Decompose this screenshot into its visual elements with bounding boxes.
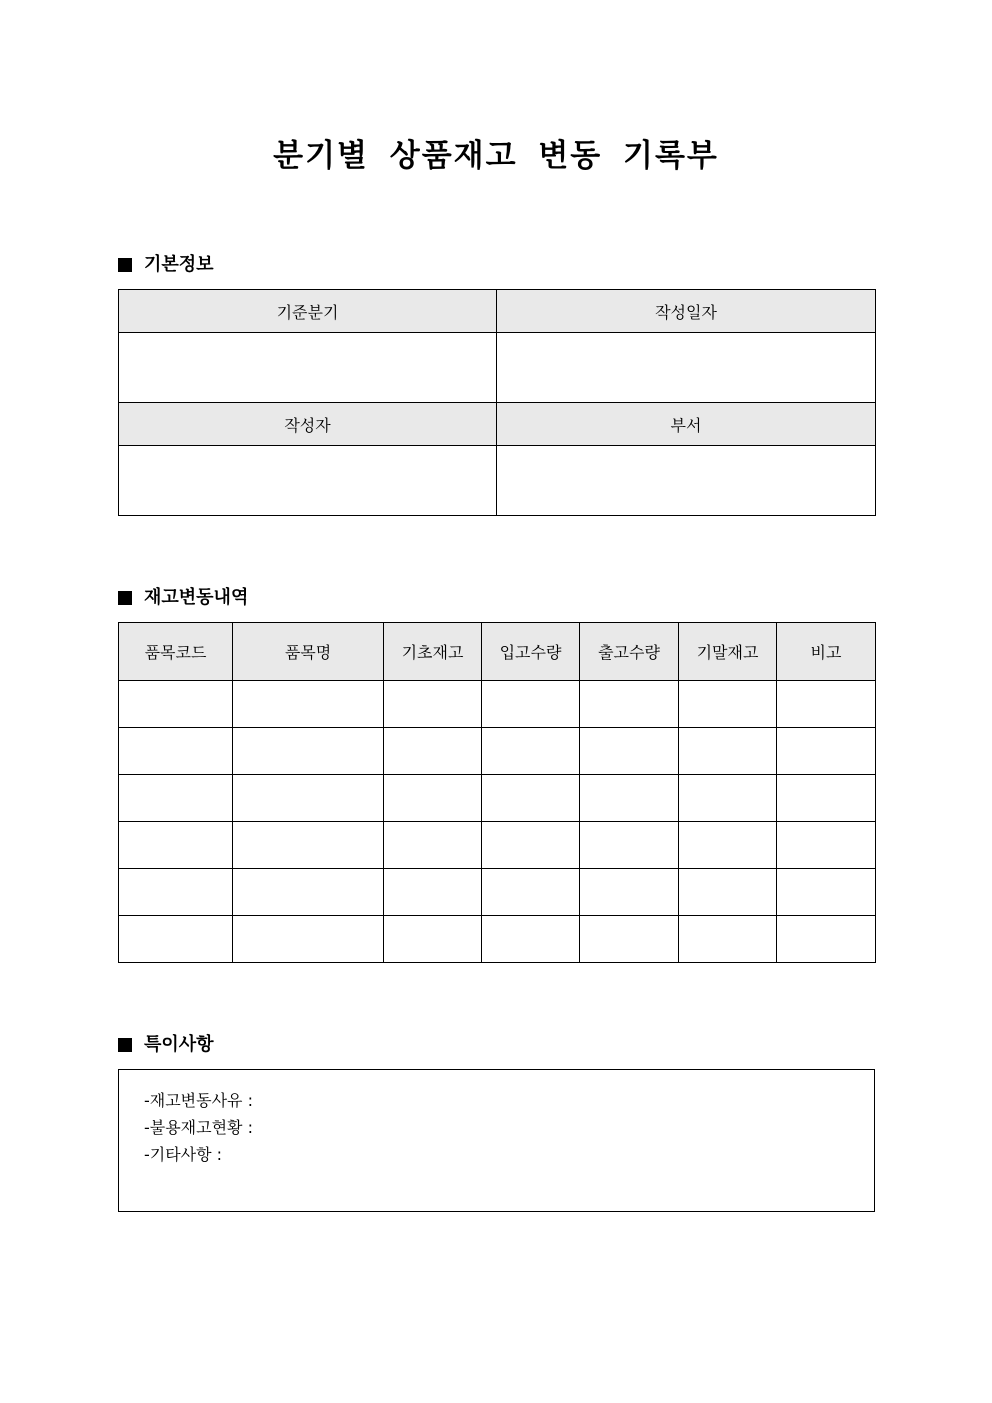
date-field[interactable]: [497, 333, 876, 403]
inventory-heading: [118, 586, 248, 610]
department-field[interactable]: [497, 446, 876, 516]
table-cell[interactable]: [679, 775, 777, 822]
table-cell[interactable]: [384, 681, 482, 728]
table-row: [119, 822, 876, 869]
inventory-heading-label: 재고변동내역: [144, 587, 249, 608]
inventory-header-row: [119, 623, 876, 681]
table-cell[interactable]: [384, 916, 482, 963]
table-row: [119, 916, 876, 963]
table-cell[interactable]: [119, 822, 233, 869]
column-header-item-name: 품목명: [233, 623, 384, 681]
table-cell[interactable]: [580, 681, 679, 728]
basic-info-heading-label: 기본정보: [144, 254, 214, 275]
basic-info-table: [118, 289, 876, 516]
table-row: [119, 728, 876, 775]
table-cell[interactable]: [119, 681, 233, 728]
table-row: [119, 775, 876, 822]
table-cell[interactable]: [482, 869, 580, 916]
column-header-received-qty: 입고수량: [482, 623, 580, 681]
notes-heading: [118, 1033, 214, 1057]
table-cell[interactable]: [777, 869, 876, 916]
table-cell[interactable]: [119, 916, 233, 963]
table-cell[interactable]: [679, 869, 777, 916]
square-bullet-icon: [118, 258, 132, 272]
table-row: [119, 681, 876, 728]
table-cell[interactable]: [580, 869, 679, 916]
table-cell[interactable]: [233, 681, 384, 728]
department-label: 부서: [497, 403, 876, 446]
column-header-item-code: 품목코드: [119, 623, 233, 681]
inventory-table: [118, 622, 876, 963]
quarter-label: 기준분기: [119, 290, 497, 333]
quarter-field[interactable]: [119, 333, 497, 403]
column-header-opening-stock: 기초재고: [384, 623, 482, 681]
table-cell[interactable]: [482, 728, 580, 775]
table-cell[interactable]: [119, 869, 233, 916]
table-cell[interactable]: [777, 822, 876, 869]
table-cell[interactable]: [482, 822, 580, 869]
column-header-remarks: 비고: [777, 623, 876, 681]
table-cell[interactable]: [482, 775, 580, 822]
table-cell[interactable]: [384, 775, 482, 822]
square-bullet-icon: [118, 1038, 132, 1052]
notes-heading-label: 특이사항: [144, 1034, 214, 1055]
notes-box[interactable]: [118, 1069, 875, 1212]
table-cell[interactable]: [777, 775, 876, 822]
table-cell[interactable]: [384, 869, 482, 916]
basic-info-heading: [118, 253, 214, 277]
author-label: 작성자: [119, 403, 497, 446]
table-cell[interactable]: [580, 916, 679, 963]
table-cell[interactable]: [119, 728, 233, 775]
table-cell[interactable]: [777, 681, 876, 728]
table-cell[interactable]: [580, 728, 679, 775]
table-cell[interactable]: [580, 822, 679, 869]
table-cell[interactable]: [233, 822, 384, 869]
note-other: -기타사항 :: [144, 1145, 223, 1164]
table-cell[interactable]: [580, 775, 679, 822]
table-cell[interactable]: [233, 728, 384, 775]
table-cell[interactable]: [233, 916, 384, 963]
table-cell[interactable]: [384, 728, 482, 775]
table-row: [119, 869, 876, 916]
note-change-reason: -재고변동사유 :: [144, 1091, 253, 1110]
table-cell[interactable]: [679, 681, 777, 728]
note-obsolete-stock: -불용재고현황 :: [144, 1118, 253, 1137]
table-cell[interactable]: [679, 916, 777, 963]
table-cell[interactable]: [777, 916, 876, 963]
table-cell[interactable]: [119, 775, 233, 822]
document-title: 분기별 상품재고 변동 기록부: [273, 138, 719, 174]
table-cell[interactable]: [482, 916, 580, 963]
table-cell[interactable]: [384, 822, 482, 869]
table-cell[interactable]: [777, 728, 876, 775]
column-header-closing-stock: 기말재고: [679, 623, 777, 681]
column-header-shipped-qty: 출고수량: [580, 623, 679, 681]
square-bullet-icon: [118, 591, 132, 605]
table-cell[interactable]: [679, 822, 777, 869]
date-label: 작성일자: [497, 290, 876, 333]
author-field[interactable]: [119, 446, 497, 516]
table-cell[interactable]: [482, 681, 580, 728]
table-cell[interactable]: [679, 728, 777, 775]
table-cell[interactable]: [233, 869, 384, 916]
table-cell[interactable]: [233, 775, 384, 822]
